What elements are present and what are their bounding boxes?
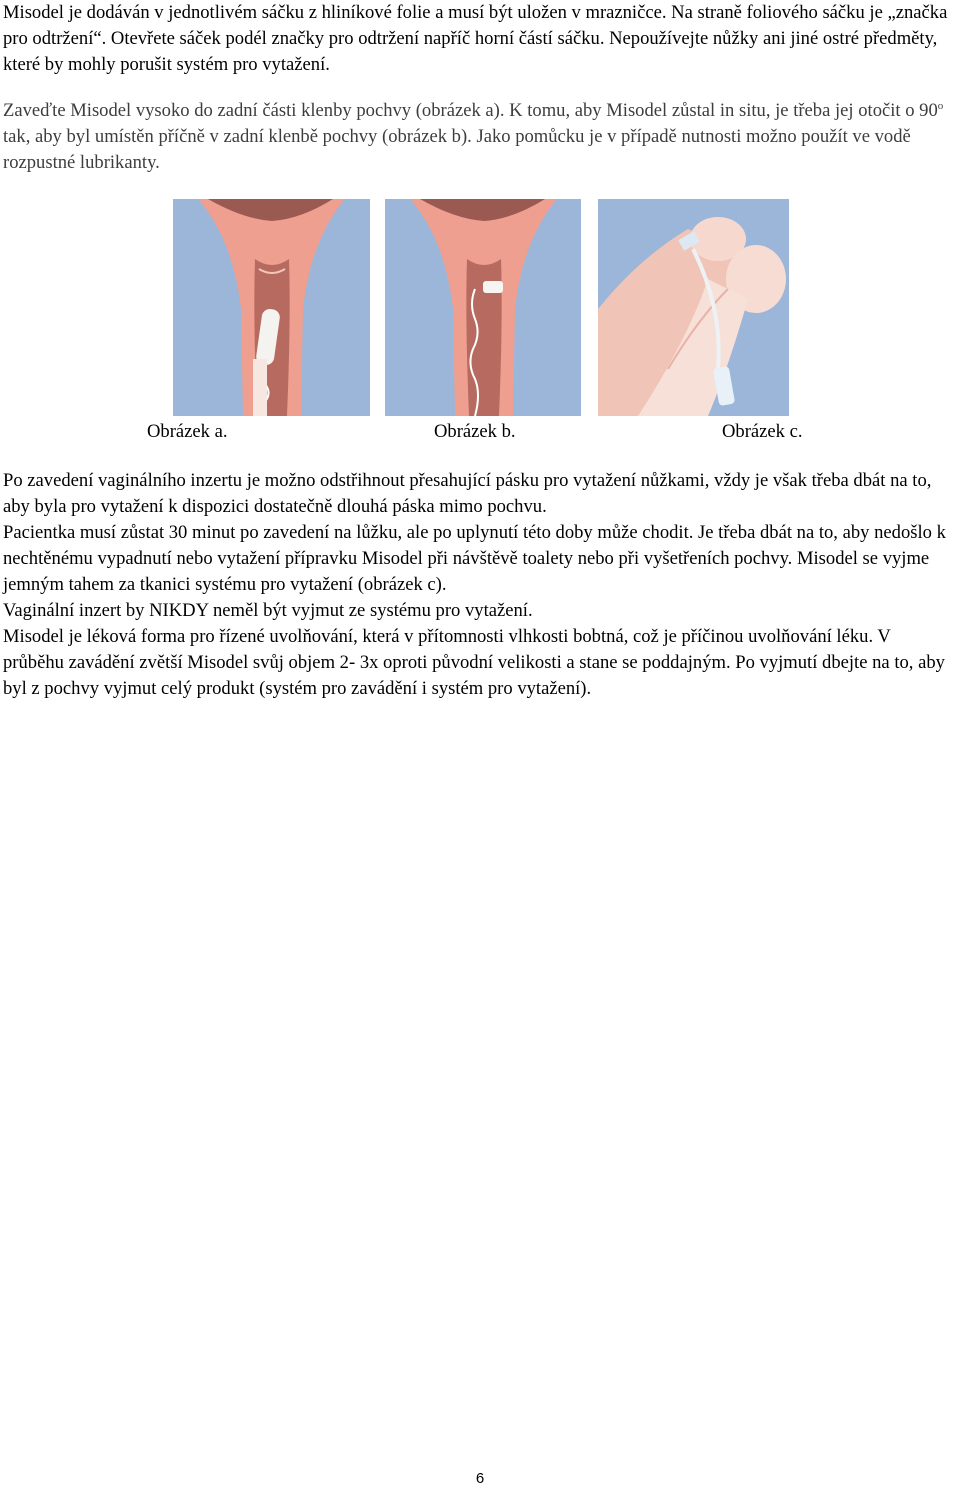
text-line-release-form: Misodel je léková forma pro řízené uvolňování, která v přítomnosti vlhkosti bobtná, což je příčinou uvolňování léku. V průběhu zavádění zvětší Misodel svůj objem 2- 3x oproti původní velikosti a stane se poddajným. Po vyjmutí dbejte na to, aby byl z pochvy vyjmut celý produkt (systém pro zavádění i systém pro vytažení). bbox=[3, 626, 945, 699]
text-line-bed-rest: Pacientka musí zůstat 30 minut po zavedení na lůžku, ale po uplynutí této doby může chodit. Je třeba dbát na to, aby nedošlo k nechtěnému vypadnutí nebo vytažení přípravku Misodel při návštěvě toalety nebo při vyšetřeních pochvy. Misodel se vyjme jemným tahem za tkanici systému pro vytažení (obrázek c). bbox=[3, 522, 946, 595]
text-line-trim-tape: Po zavedení vaginálního inzertu je možno odstřihnout přesahující pásku pro vytažení nůžkami, vždy je však třeba dbát na to, aby byla pro vytažení k dispozici dostatečně dlouhá páska mimo pochvu. bbox=[3, 470, 932, 517]
caption-figure-b: Obrázek b. bbox=[434, 421, 516, 442]
removal-illustration-icon bbox=[598, 199, 789, 416]
page-number: 6 bbox=[475, 1470, 485, 1487]
caption-figure-c: Obrázek c. bbox=[722, 421, 803, 442]
insertion-text-end: tak, aby byl umístěn příčně v zadní klenbě pochvy (obrázek b). Jako pomůcku je v případě nutnosti možno použít ve vodě rozpustné lubrikanty. bbox=[3, 126, 911, 173]
text-line-never-remove: Vaginální inzert by NIKDY neměl být vyjmut ze systému pro vytažení. bbox=[3, 600, 533, 621]
rotation-illustration-icon bbox=[385, 199, 581, 416]
insertion-text-start: Zaveďte Misodel vysoko do zadní části klenby pochvy (obrázek a). K tomu, aby Misodel zůstal in situ, je třeba jej otočit o 90 bbox=[3, 100, 938, 121]
figure-b-rotation-illustration bbox=[385, 199, 581, 416]
paragraph-after-insertion bbox=[3, 468, 955, 702]
paragraph-packaging: Misodel je dodáván v jednotlivém sáčku z hliníkové folie a musí být uložen v mrazničce. Na straně foliového sáčku je „značka pro odtržení“. Otevřete sáček podél značky pro odtržení napříč horní částí sáčku. Nepoužívejte nůžky ani jiné ostré předměty, které by mohly porušit systém pro vytažení. bbox=[3, 2, 948, 75]
figure-c-removal-illustration bbox=[598, 199, 789, 416]
degree-superscript: o bbox=[937, 99, 944, 112]
paragraph-insertion bbox=[3, 98, 955, 176]
caption-figure-a: Obrázek a. bbox=[147, 421, 228, 442]
figure-a-insertion-illustration bbox=[173, 199, 370, 416]
insertion-illustration-icon bbox=[173, 199, 370, 416]
